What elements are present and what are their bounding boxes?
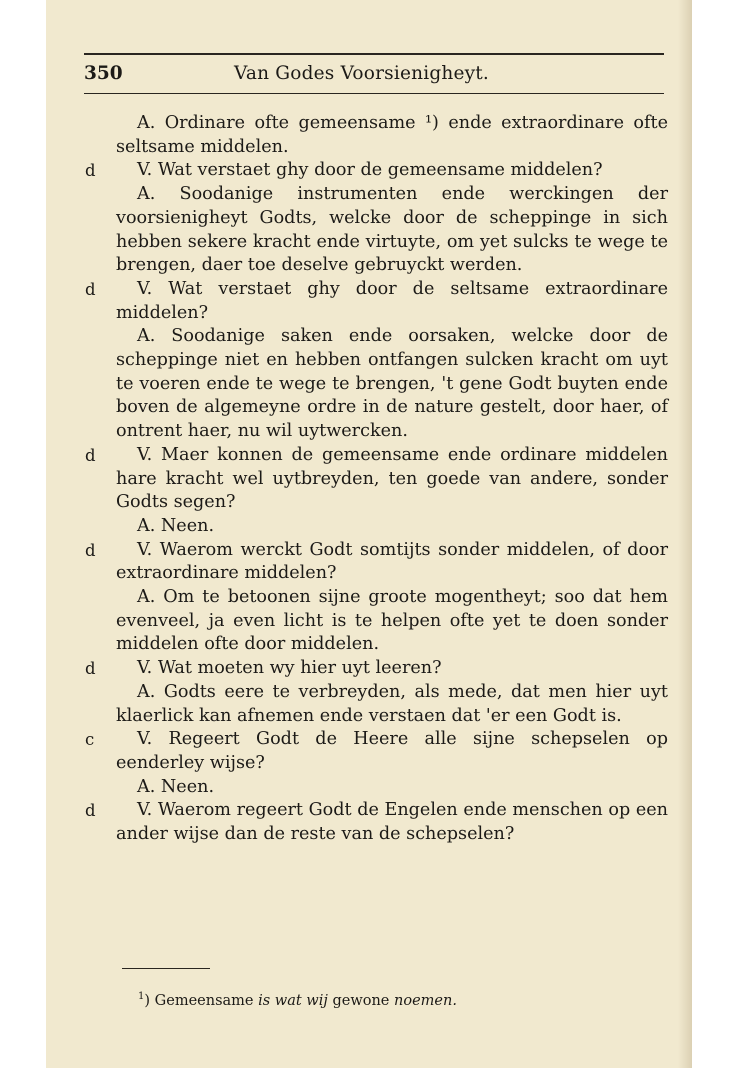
paragraph: [116, 325, 668, 444]
footnote-word: Gemeensame: [154, 992, 254, 1009]
paragraph: [85, 278, 668, 325]
paragraph-text: V. Regeert Godt de Heere alle sijne schepselen op eenderley wijse?: [116, 729, 668, 773]
margin-mark: c: [85, 730, 95, 750]
paragraph: [85, 799, 668, 846]
paragraph: [85, 657, 668, 681]
paragraph-text: V. Maer konnen de gemeensame ende ordinare middelen hare kracht wel uytbreyden, ten goede van andere, sonder Godts segen?: [116, 444, 668, 513]
header-bottom-rule: [84, 93, 664, 94]
paragraph: [116, 515, 668, 539]
paragraph: [116, 586, 668, 657]
running-title: Van Godes Voorsienigheyt.: [234, 63, 490, 84]
page-number: 350: [84, 63, 123, 84]
paragraph-text: A. Soodanige saken ende oorsaken, welcke door de scheppinge niet en hebben ontfangen sulcken kracht om uyt te voeren ende te wege te brengen, 't gene Godt buyten ende boven de algemeyne ordre in de nature gestelt, door haer, of ontrent haer, nu wil uytwercken.: [116, 326, 668, 442]
header-top-rule: [84, 53, 664, 55]
paragraph-text: A. Soodanige instrumenten ende werckingen der voorsienigheyt Godts, welcke door de scheppinge in sich hebben sekere kracht ende virtuyte, om yet sulcks te wege te brengen, daer toe deselve gebruyckt werden.: [116, 184, 668, 276]
footnote-italic: noemen.: [394, 992, 457, 1009]
paragraph: [116, 681, 668, 728]
paragraph-text: V. Wat verstaet ghy door de seltsame extraordinare middelen?: [116, 278, 668, 323]
paragraph: [85, 444, 668, 515]
paragraph-text: A. Neen.: [137, 515, 215, 536]
footnote-rule: [122, 968, 210, 969]
margin-mark: d: [85, 659, 96, 679]
page-edge-shadow: [678, 0, 692, 1068]
margin-mark: d: [85, 540, 96, 560]
paragraph: [116, 776, 668, 800]
running-header: [84, 60, 664, 88]
margin-mark: d: [85, 801, 96, 821]
paragraph: [116, 112, 668, 159]
paragraph-text: V. Waerom werckt Godt somtijts sonder middelen, of door extraordinare middelen?: [116, 539, 668, 584]
paragraph-text: V. Wat verstaet ghy door de gemeensame middelen?: [137, 160, 603, 181]
paragraph-text: V. Waerom regeert Godt de Engelen ende menschen op een ander wijse dan de reste van de schepselen?: [116, 800, 668, 845]
paragraph: [85, 539, 668, 586]
paragraph: [116, 183, 668, 278]
footnote-marker: 1: [138, 991, 145, 1002]
footnote-bracket: ): [144, 992, 151, 1009]
body-text: [85, 112, 668, 847]
paragraph: [85, 728, 668, 775]
paragraph-text: V. Wat moeten wy hier uyt leeren?: [137, 658, 442, 679]
footnote-italic: is wat wij: [258, 992, 328, 1009]
margin-mark: d: [85, 279, 96, 299]
margin-mark: d: [85, 445, 96, 465]
margin-mark: d: [85, 161, 96, 181]
paragraph-text: A. Ordinare ofte gemeensame ¹) ende extraordinare ofte seltsame middelen.: [116, 113, 668, 157]
paragraph: [85, 159, 668, 183]
footnote: [138, 987, 638, 1011]
paragraph-text: A. Neen.: [137, 776, 215, 797]
footnote-word: gewone: [332, 992, 390, 1009]
paragraph-text: A. Om te betoonen sijne groote mogentheyt; soo dat hem evenveel, ja even licht is te helpen ofte yet te doen sonder middelen ofte door middelen.: [116, 587, 668, 655]
paragraph-text: A. Godts eere te verbreyden, als mede, dat men hier uyt klaerlick kan afnemen ende verstaen dat 'er een Godt is.: [116, 681, 668, 726]
